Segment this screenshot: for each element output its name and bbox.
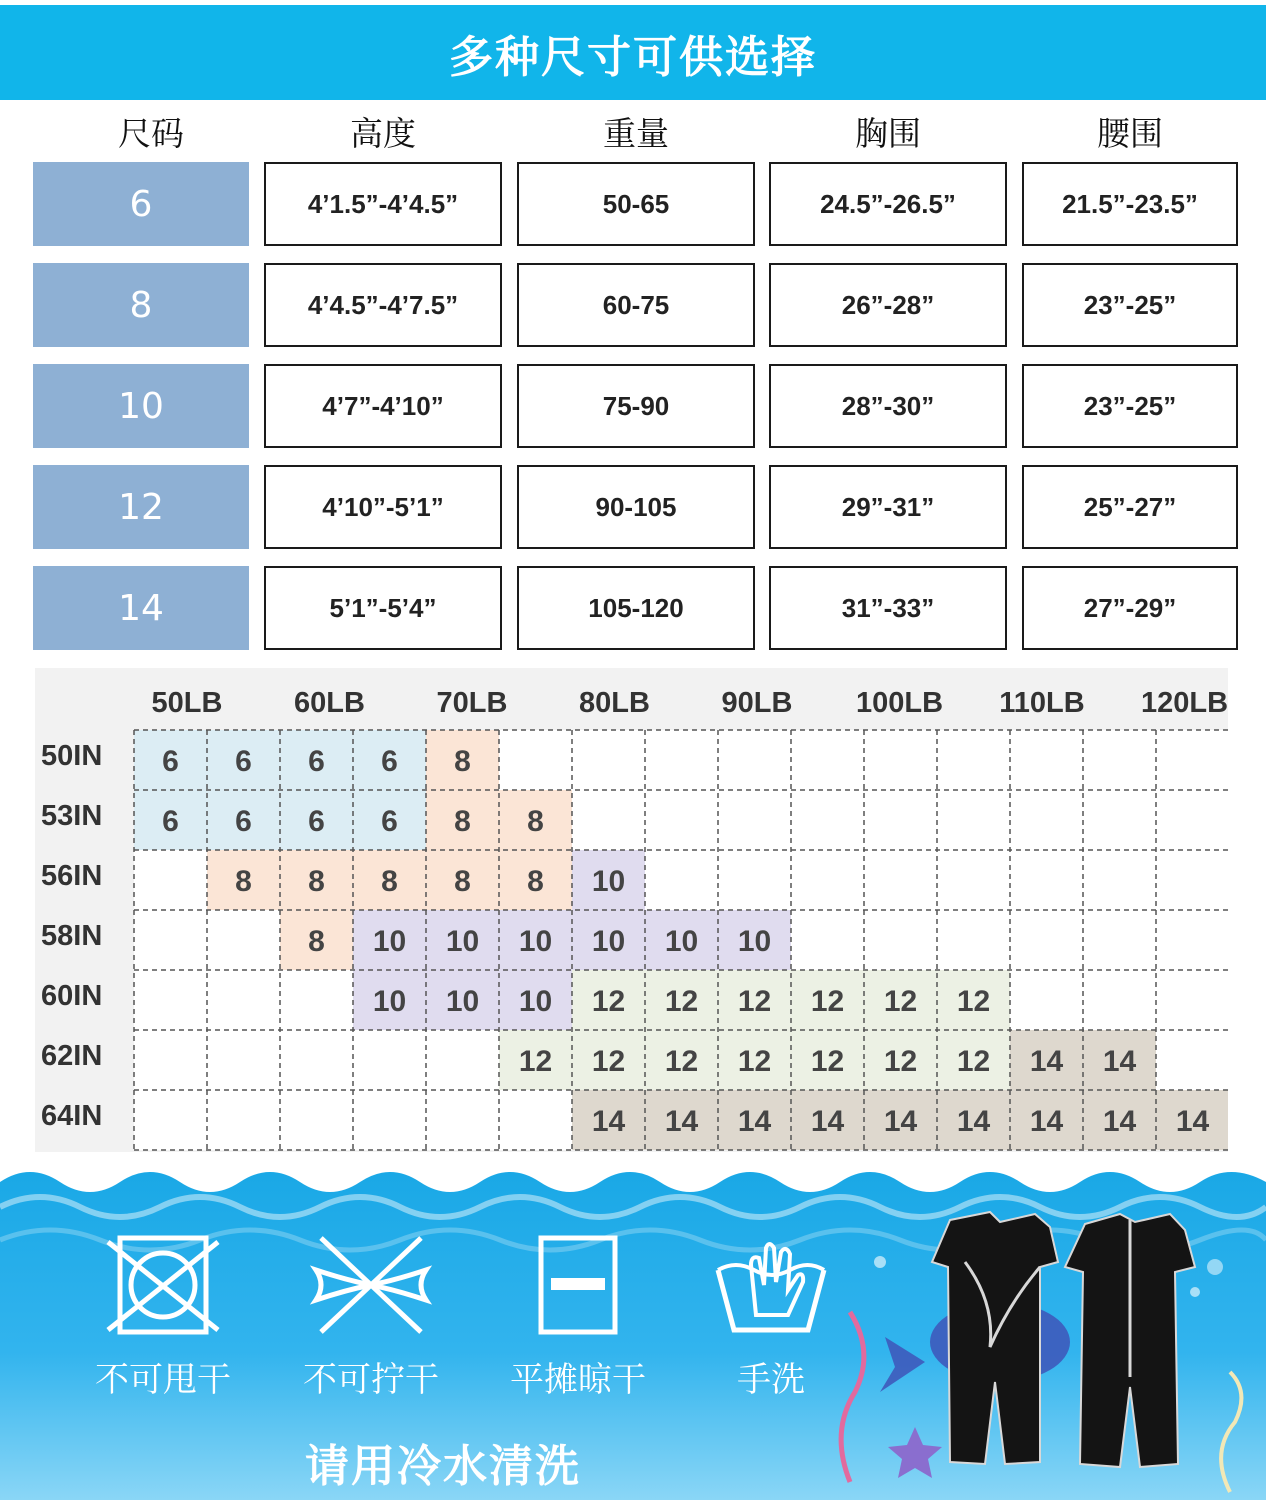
grid-cell-value: 10 [518, 925, 553, 958]
title-banner [0, 0, 1266, 100]
grid-cell-value: 6 [381, 805, 398, 838]
weight-label: 120LB [1140, 687, 1228, 719]
grid-cell-value: 8 [235, 865, 252, 898]
grid-cell-value: 8 [454, 865, 471, 898]
grid-cell-value: 12 [883, 1045, 918, 1078]
height-label: 58IN [41, 920, 103, 952]
weight-cell: 75-90 [517, 364, 755, 448]
waist-cell: 23”-25” [1022, 263, 1238, 347]
grid-cell-value: 14 [737, 1105, 772, 1138]
grid-cell-value: 14 [810, 1105, 845, 1138]
grid-cell-value: 12 [737, 1045, 772, 1078]
weight-cell: 90-105 [517, 465, 755, 549]
grid-cell-value: 10 [518, 985, 553, 1018]
grid-cell-value: 8 [308, 865, 325, 898]
weight-label: 50LB [151, 687, 223, 719]
no-tumble-dry-icon [98, 1230, 228, 1340]
chest-cell: 24.5”-26.5” [769, 162, 1007, 246]
size-grid [35, 668, 1228, 1152]
grid-cell-value: 10 [737, 925, 772, 958]
grid-cell-value: 6 [235, 805, 252, 838]
header-chest: 胸围 [855, 114, 921, 153]
weight-label: 70LB [436, 687, 508, 719]
grid-cell-value: 10 [445, 985, 480, 1018]
height-label: 64IN [41, 1100, 103, 1132]
grid-cell-value: 8 [454, 805, 471, 838]
care-label: 手洗 [737, 1360, 805, 1400]
weight-label: 90LB [721, 687, 793, 719]
grid-cell-value: 12 [664, 985, 699, 1018]
height-cell: 4’4.5”-4’7.5” [264, 263, 502, 347]
chest-cell: 26”-28” [769, 263, 1007, 347]
grid-cell-value: 14 [664, 1105, 699, 1138]
height-label: 62IN [41, 1040, 103, 1072]
grid-cell-value: 6 [308, 745, 325, 778]
header-height: 高度 [350, 114, 416, 153]
grid-cell-value: 10 [591, 925, 626, 958]
grid-cell-value: 12 [518, 1045, 553, 1078]
grid-cell-value: 14 [1029, 1045, 1064, 1078]
grid-cell-value: 14 [956, 1105, 991, 1138]
chest-cell: 29”-31” [769, 465, 1007, 549]
waist-cell: 21.5”-23.5” [1022, 162, 1238, 246]
chest-cell: 31”-33” [769, 566, 1007, 650]
size-cell: 12 [33, 465, 249, 549]
chest-cell: 28”-30” [769, 364, 1007, 448]
care-no-tumble-dry [78, 1230, 248, 1401]
care-hand-wash [686, 1230, 856, 1401]
weight-label: 60LB [294, 687, 365, 719]
grid-cell-value: 10 [372, 925, 407, 958]
grid-cell-value: 14 [1175, 1105, 1210, 1138]
care-label: 平摊晾干 [510, 1360, 646, 1400]
banner-title: 多种尺寸可供选择 [449, 31, 817, 83]
weight-cell: 50-65 [517, 162, 755, 246]
weight-label: 100LB [855, 687, 944, 719]
size-cell: 8 [33, 263, 249, 347]
size-cell: 10 [33, 364, 249, 448]
grid-cell-value: 10 [664, 925, 699, 958]
grid-cell-value: 12 [591, 985, 626, 1018]
care-label: 不可甩干 [95, 1360, 231, 1400]
grid-cell-value: 10 [591, 865, 626, 898]
grid-cell-value: 14 [591, 1105, 626, 1138]
grid-cell-value: 14 [1102, 1045, 1137, 1078]
grid-cell-value: 14 [1029, 1105, 1064, 1138]
waist-cell: 23”-25” [1022, 364, 1238, 448]
header-size: 尺码 [118, 114, 184, 153]
grid-cell-value: 12 [737, 985, 772, 1018]
height-label: 60IN [41, 980, 103, 1012]
grid-cell-value: 8 [381, 865, 398, 898]
grid-cell-value: 14 [1102, 1105, 1137, 1138]
weight-cell: 60-75 [517, 263, 755, 347]
waist-cell: 27”-29” [1022, 566, 1238, 650]
grid-cell-value: 10 [445, 925, 480, 958]
height-cell: 4’10”-5’1” [264, 465, 502, 549]
grid-cell-value: 12 [956, 985, 991, 1018]
grid-cell-value: 6 [308, 805, 325, 838]
height-cell: 4’1.5”-4’4.5” [264, 162, 502, 246]
size-cell: 14 [33, 566, 249, 650]
dry-flat-icon [513, 1230, 643, 1340]
care-dry-flat [493, 1230, 663, 1401]
grid-cell-value: 8 [527, 805, 544, 838]
size-grid-canvas [35, 668, 1228, 1152]
height-label: 53IN [41, 800, 103, 832]
care-no-wring [286, 1230, 456, 1401]
size-cell: 6 [33, 162, 249, 246]
height-label: 56IN [41, 860, 103, 892]
grid-cell-value: 12 [810, 985, 845, 1018]
weight-label: 110LB [999, 687, 1085, 719]
grid-cell-value: 14 [883, 1105, 918, 1138]
grid-cell-value: 6 [235, 745, 252, 778]
weight-label: 80LB [579, 687, 650, 719]
height-label: 50IN [41, 740, 103, 772]
grid-cell-value: 10 [372, 985, 407, 1018]
grid-cell-value: 8 [454, 745, 471, 778]
waist-cell: 25”-27” [1022, 465, 1238, 549]
grid-cell-value: 6 [381, 745, 398, 778]
cold-water-notice: 请用冷水清洗 [305, 1441, 581, 1492]
grid-cell-value: 12 [883, 985, 918, 1018]
grid-cell-value: 12 [591, 1045, 626, 1078]
grid-cell-value: 12 [956, 1045, 991, 1078]
grid-cell-value: 12 [664, 1045, 699, 1078]
grid-cell-value: 8 [527, 865, 544, 898]
hand-wash-icon [706, 1230, 836, 1340]
height-cell: 5’1”-5’4” [264, 566, 502, 650]
grid-cell-value: 8 [308, 925, 325, 958]
care-label: 不可拧干 [303, 1360, 439, 1400]
header-waist: 腰围 [1097, 114, 1163, 153]
header-weight: 重量 [603, 114, 669, 153]
grid-cell-value: 6 [162, 805, 179, 838]
weight-cell: 105-120 [517, 566, 755, 650]
grid-cell-value: 12 [810, 1045, 845, 1078]
height-cell: 4’7”-4’10” [264, 364, 502, 448]
no-wring-icon [306, 1230, 436, 1340]
grid-cell-value: 6 [162, 745, 179, 778]
